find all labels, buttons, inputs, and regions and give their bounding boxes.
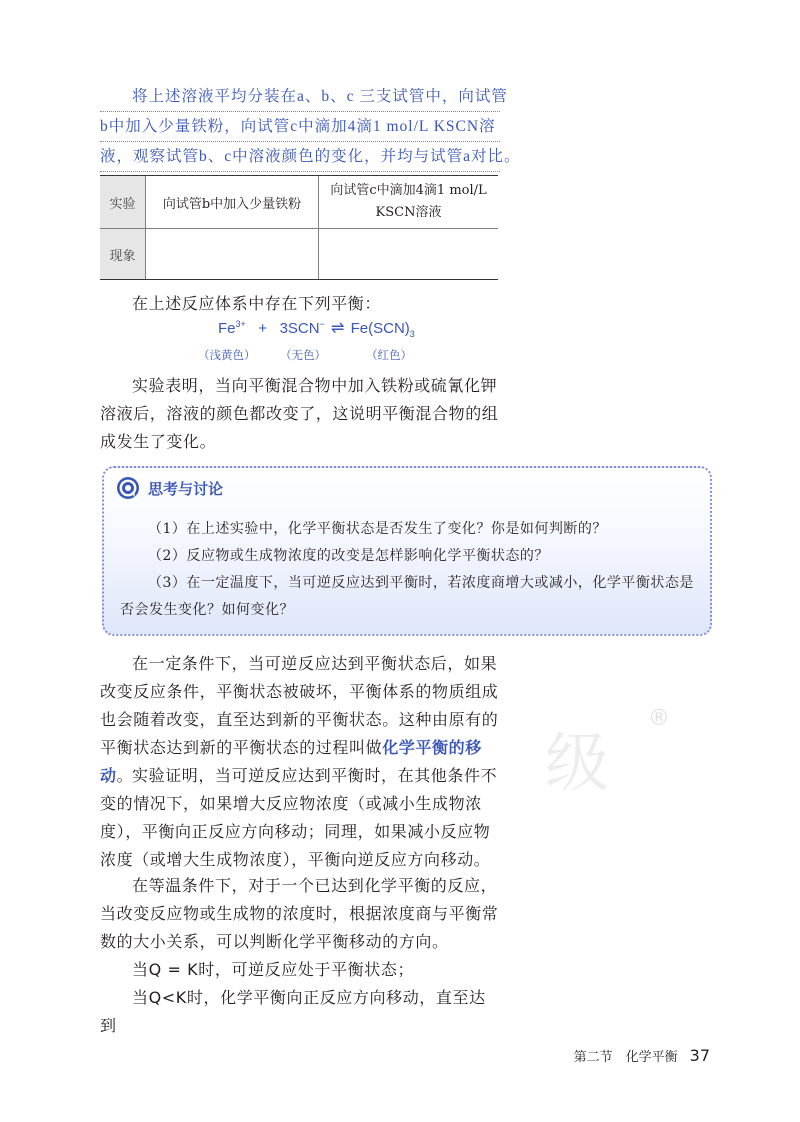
discussion-icon (116, 476, 140, 500)
table-row (100, 229, 498, 280)
table-header-phenomenon: 现象 (100, 229, 146, 280)
table-cell (319, 229, 499, 280)
table-cell: 向试管b中加入少量铁粉 (146, 176, 319, 229)
equation-scn-charge: − (319, 319, 325, 329)
table-cell (146, 229, 319, 280)
equation-product: Fe(SCN) (350, 320, 410, 337)
table-cell-line: KSCN溶液 (375, 205, 442, 220)
table-cell (319, 176, 499, 229)
chemical-equation (218, 318, 415, 339)
equation-fe-charge: 3+ (235, 319, 246, 329)
equation-plus: + (258, 320, 268, 337)
instruction-line-3: 液，观察试管b、c中溶液颜色的变化，并均与试管a对比。 (100, 142, 500, 172)
equation-scn: 3SCN (279, 320, 320, 337)
think-title: 思考与讨论 (148, 480, 224, 498)
paragraph-isothermal: 在等温条件下，对于一个已达到化学平衡的反应，当改变反应物或生成物的浓度时，根据浓度商与平衡常数的大小关系，可以判断化学平衡移动的方向。 (100, 876, 499, 951)
footer-section: 第二节 化学平衡 (573, 1050, 678, 1065)
watermark-registered-mark: ® (648, 706, 670, 731)
question-3: （3）在一定温度下，当可逆反应达到平衡时，若浓度商增大或减小，化学平衡状态是否会发生变化？如何变化？ (120, 575, 694, 618)
equation-product-sub: 3 (409, 329, 415, 339)
paragraph-proof: 实验证明，当可逆反应达到平衡时，在其他条件不变的情况下，如果增大反应物浓度（或减小生成物浓度），平衡向正反应方向移动；同理，如果减小反应物浓度（或增大生成物浓度），平衡向逆反应方向移动。 (100, 766, 498, 869)
page-footer (574, 1046, 710, 1065)
condition-q-less-k: 当Q<K时，化学平衡向正反应方向移动，直至达到 (100, 988, 486, 1035)
equilibrium-intro: 在上述反应体系中存在下列平衡： (132, 294, 382, 313)
instruction-line-1: 将上述溶液平均分装在a、b、c 三支试管中，向试管 (100, 82, 500, 112)
paragraph-experiment: 实验表明，当向平衡混合物中加入铁粉或硫氰化钾溶液后，溶液的颜色都改变了，这说明平衡混合物的组成发生了变化。 (100, 376, 499, 451)
key-term-equilibrium-shift: 化学平衡的移动 (100, 738, 482, 785)
equilibrium-arrow-icon: ⇌ (331, 320, 345, 337)
instruction-line-2: b中加入少量铁粉，向试管c中滴加4滴1 mol/L KSCN溶 (100, 112, 500, 142)
color-label-product: （红色） (366, 348, 412, 362)
table-cell-line: 向试管c中滴加4滴1 mol/L (330, 183, 487, 198)
watermark: 级 (545, 727, 609, 801)
table-row (100, 176, 498, 229)
experiment-instruction (100, 82, 521, 172)
think-questions (120, 516, 696, 624)
condition-q-equals-k: 当Q = K时，可逆反应处于平衡状态； (132, 960, 415, 979)
color-label-scn: （无色） (280, 348, 326, 362)
page-number: 37 (689, 1046, 710, 1065)
shift-text: 在一定条件下，当可逆反应达到平衡状态后，如果改变反应条件，平衡状态被破坏，平衡体系的物质组成也会随着改变，直至达到新的平衡状态。这种由原有的平衡状态达到新的平衡状态的过程叫做 (100, 654, 499, 757)
experiment-table (100, 175, 498, 280)
question-1: （1）在上述实验中，化学平衡状态是否发生了变化？你是如何判断的？ (148, 521, 607, 537)
question-2: （2）反应物或生成物浓度的改变是怎样影响化学平衡状态的？ (148, 548, 549, 564)
shift-text-end: 。 (116, 766, 134, 785)
think-discuss-box (102, 466, 712, 636)
equation-fe: Fe (218, 320, 236, 337)
color-label-fe: （浅黄色） (198, 348, 256, 362)
table-header-experiment: 实验 (100, 176, 146, 229)
